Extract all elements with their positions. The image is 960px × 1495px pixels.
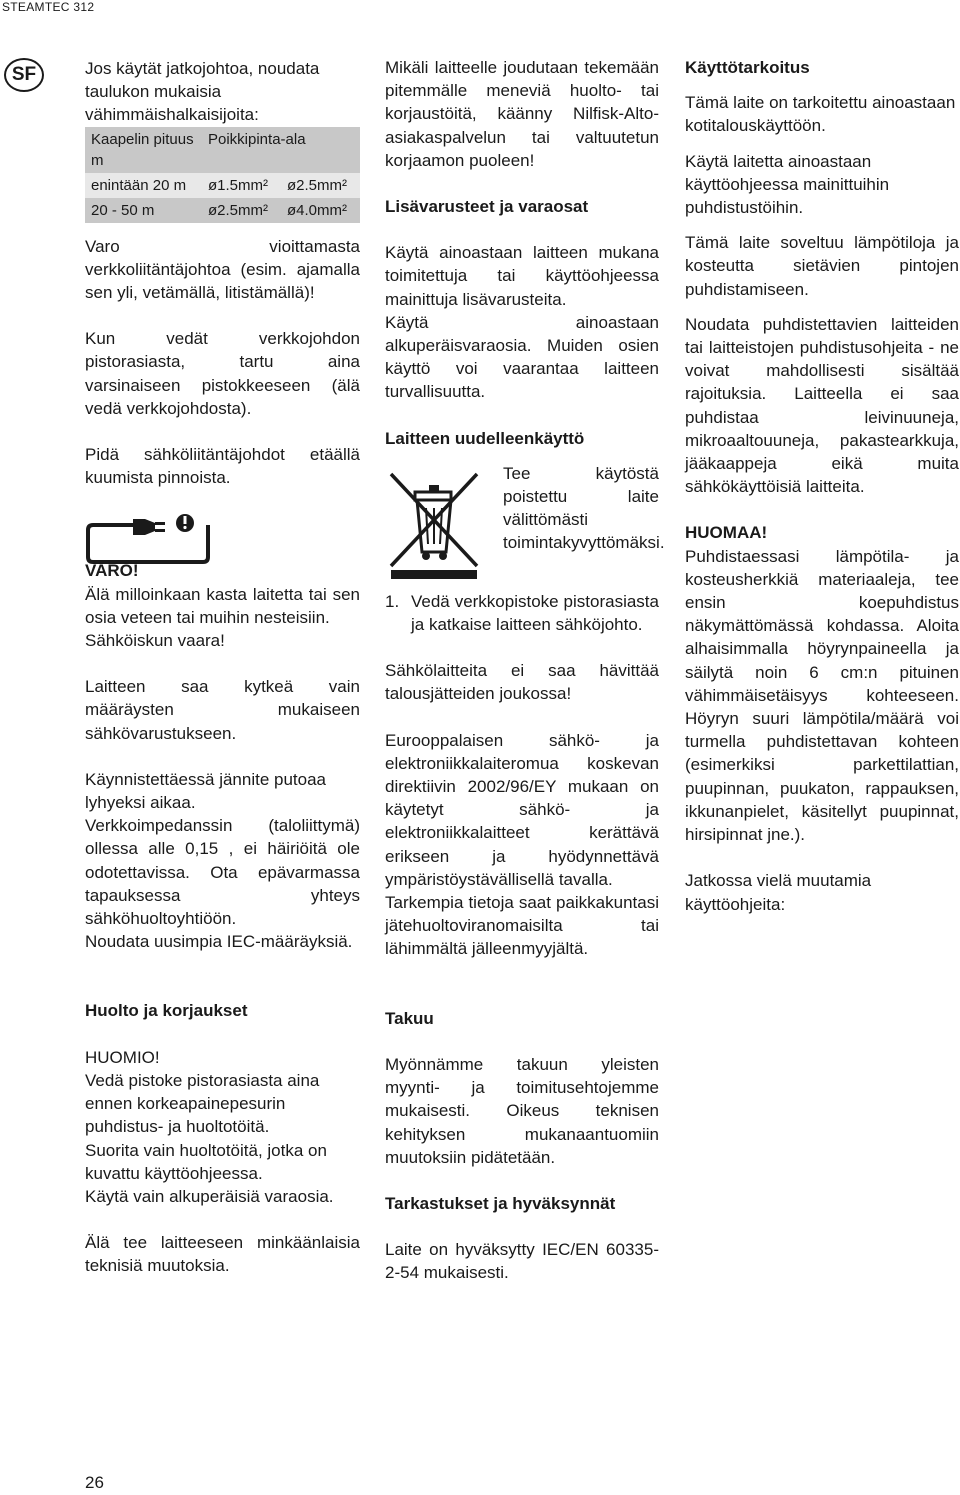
impedance-note: Verkkoimpedanssin (taloliittymä) ollessa alle 0,15 , ei häiriöitä ole odotettavissa. Ota epävarmassa tapauksessa yhteys sähköhuoltoyhtiöön. — [85, 816, 360, 929]
language-badge: SF — [4, 58, 44, 92]
service-instruction-3: Käytä vain alkuperäisiä varaosia. — [85, 1186, 334, 1206]
service-heading: Huolto ja korjaukset — [85, 1001, 248, 1021]
warranty-text: Myönnämme takuun yleisten myynti- ja toimitusehtojemme mukaisesti. Oikeus teknisen kehityksen mukanaantuomiin muutoksiin pidätetään. — [385, 1054, 659, 1167]
warning-text: Älä milloinkaan kasta laitetta tai sen osia veteen tai muihin nesteisiin. — [85, 584, 360, 627]
table-cell: enintään 20 m — [85, 173, 202, 198]
plug-warning-icon — [85, 511, 215, 573]
cord-damage-warning: Varo vioittamasta verkkoliitäntäjohtoa (esim. ajamalla sen yli, vetämällä, litistämällä)! — [85, 236, 360, 303]
purpose-text-4: Noudata puhdistettavien laitteiden tai laitteistojen puhdistusohjeita - ne voivat mahdollisesti sisältää rajoituksia. Laitteella ei saa puhdistaa leivinuuneja, mikroaaltouuneja, pakastearkkuja, jääkaappeja eikä muita sähkökäyttöisiä laitteita. — [685, 314, 959, 497]
table-row — [85, 198, 360, 223]
closing-text: Jatkossa vielä muutamia käyttöohjeita: — [685, 871, 872, 914]
table-cell: 20 - 50 m — [85, 198, 202, 223]
approvals-text: Laite on hyväksytty IEC/EN 60335-2-54 mukaisesti. — [385, 1240, 659, 1283]
purpose-text-3: Tämä laite soveltuu lämpötiloja ja kosteutta sietävien pintojen puhdistamiseen. — [685, 233, 959, 299]
accessories-text-1: Käytä ainoastaan laitteen mukana toimitettuja tai käyttöohjeessa mainittuja lisävarusteita. — [385, 243, 659, 309]
step-text: Vedä verkkopistoke pistorasiasta ja katkaise laitteen sähköjohto. — [411, 591, 659, 635]
warning-title: VARO! — [85, 561, 139, 581]
weee-block — [385, 462, 665, 590]
column-left — [85, 57, 360, 1278]
table-header-cell: Poikkipinta-ala — [202, 127, 360, 173]
note-text: Puhdistaessasi lämpötila- ja kosteusherkkiä materiaaleja, tee ensin koepuhdistus näkymättömässä kohdassa. Aloita alhaisimmalla höyrynpaineella ja säilytä noin 6 cm:n pituinen vähimmäisetäisyys kohteeseen. Höyryn suuri lämpötila/määrä voi turmella puhdistettavan kohteen (esimerkiksi parkettilattian, puupinnan, puukaton, rappauksen, ikkunanpielet, käsitellyt puupinnat, hirsipinnat jne.). — [685, 546, 959, 845]
disable-device-instruction: Tee käytöstä poistettu laite välittömästi toimintakyvyttömäksi. — [503, 463, 665, 553]
household-waste-note: Sähkölaitteita ei saa hävittää talousjätteiden joukossa! — [385, 661, 659, 704]
recycling-heading: Laitteen uudelleenkäyttö — [385, 428, 585, 448]
table-row — [85, 173, 360, 198]
crossed-bin-icon — [385, 470, 485, 580]
service-instruction-1: Vedä pistoke pistorasiasta aina ennen korkeapainepesurin puhdistus- ja huoltotöitä. — [85, 1070, 320, 1137]
voltage-drop-note: Käynnistettäessä jännite putoaa lyhyeksi aikaa. — [85, 769, 327, 813]
table-header-row — [85, 127, 360, 173]
step-number: 1. — [385, 591, 400, 611]
accessories-text-2: Käytä ainoastaan alkuperäisvaraosia. Muiden osien käyttö voi vaarantaa laitteen turvallisuutta. — [385, 312, 659, 402]
electric-warning-block — [85, 511, 360, 573]
column-right — [685, 56, 959, 916]
table-cell: ø4.0mm² — [281, 198, 360, 223]
service-note-title: HUOMIO! — [85, 1047, 160, 1067]
column-middle — [385, 56, 665, 1285]
numbered-step — [385, 590, 659, 636]
power-supply-note: Laitteen saa kytkeä vain määräysten mukaiseen sähkövarustukseen. — [85, 677, 360, 743]
purpose-heading: Käyttötarkoitus — [685, 58, 810, 77]
extension-cord-intro: Jos käytät jatkojohtoa, noudata taulukon mukaisia vähimmäishalkaisijoita: — [85, 59, 320, 125]
no-modifications-note: Älä tee laitteeseen minkäänlaisia teknisiä muutoksia. — [85, 1233, 360, 1276]
service-instruction-2: Suorita vain huoltotöitä, jotka on kuvattu käyttöohjeessa. — [85, 1140, 327, 1183]
document-header-title: STEAMTEC 312 — [2, 0, 95, 14]
waste-authority-text: Tarkempia tietoja saat paikkakuntasi jätehuoltoviranomaisilta tai lähimmältä jälleenmyyjältä. — [385, 893, 659, 959]
table-cell: ø2.5mm² — [202, 198, 281, 223]
page-number: 26 — [85, 1473, 104, 1492]
warning-text-shock: Sähköiskun vaara! — [85, 631, 225, 651]
note-title: HUOMAA! — [685, 523, 768, 543]
iec-note: Noudata uusimpia IEC-määräyksiä. — [85, 932, 353, 952]
table-cell: ø2.5mm² — [281, 173, 360, 198]
approvals-heading: Tarkastukset ja hyväksynnät — [385, 1193, 616, 1213]
weee-directive-text: Eurooppalaisen sähkö- ja elektroniikkalaiteromua koskevan direktiivin 2002/96/EY mukaan on käytetyt sähkö- ja elektroniikkalaitteet kerättävä erikseen ja hyödynnettävä ympäristöystävällisellä tavalla. — [385, 730, 659, 889]
repair-contact-note: Mikäli laitteelle joudutaan tekemään pitemmälle meneviä huolto- tai korjaustöitä, käänny Nilfisk-Alto-asiakaspalvelun tai valtuutetun korjaamon puoleen! — [385, 58, 659, 170]
warranty-heading: Takuu — [385, 1008, 434, 1028]
accessories-heading: Lisävarusteet ja varaosat — [385, 197, 589, 217]
cable-size-table — [85, 127, 360, 223]
hot-surface-instruction: Pidä sähköliitäntäjohdot etäällä kuumista pinnoista. — [85, 445, 360, 488]
table-cell: ø1.5mm² — [202, 173, 281, 198]
table-header-cell: Kaapelin pituus m — [85, 127, 202, 173]
unplug-instruction: Kun vedät verkkojohdon pistorasiasta, tartu aina varsinaiseen pistokkeeseen (älä vedä verkkojohdosta). — [85, 329, 360, 418]
purpose-text-2: Käytä laitetta ainoastaan käyttöohjeessa mainittuihin puhdistustöihin. — [685, 151, 890, 218]
purpose-text-1: Tämä laite on tarkoitettu ainoastaan kotitalouskäyttöön. — [685, 93, 956, 136]
